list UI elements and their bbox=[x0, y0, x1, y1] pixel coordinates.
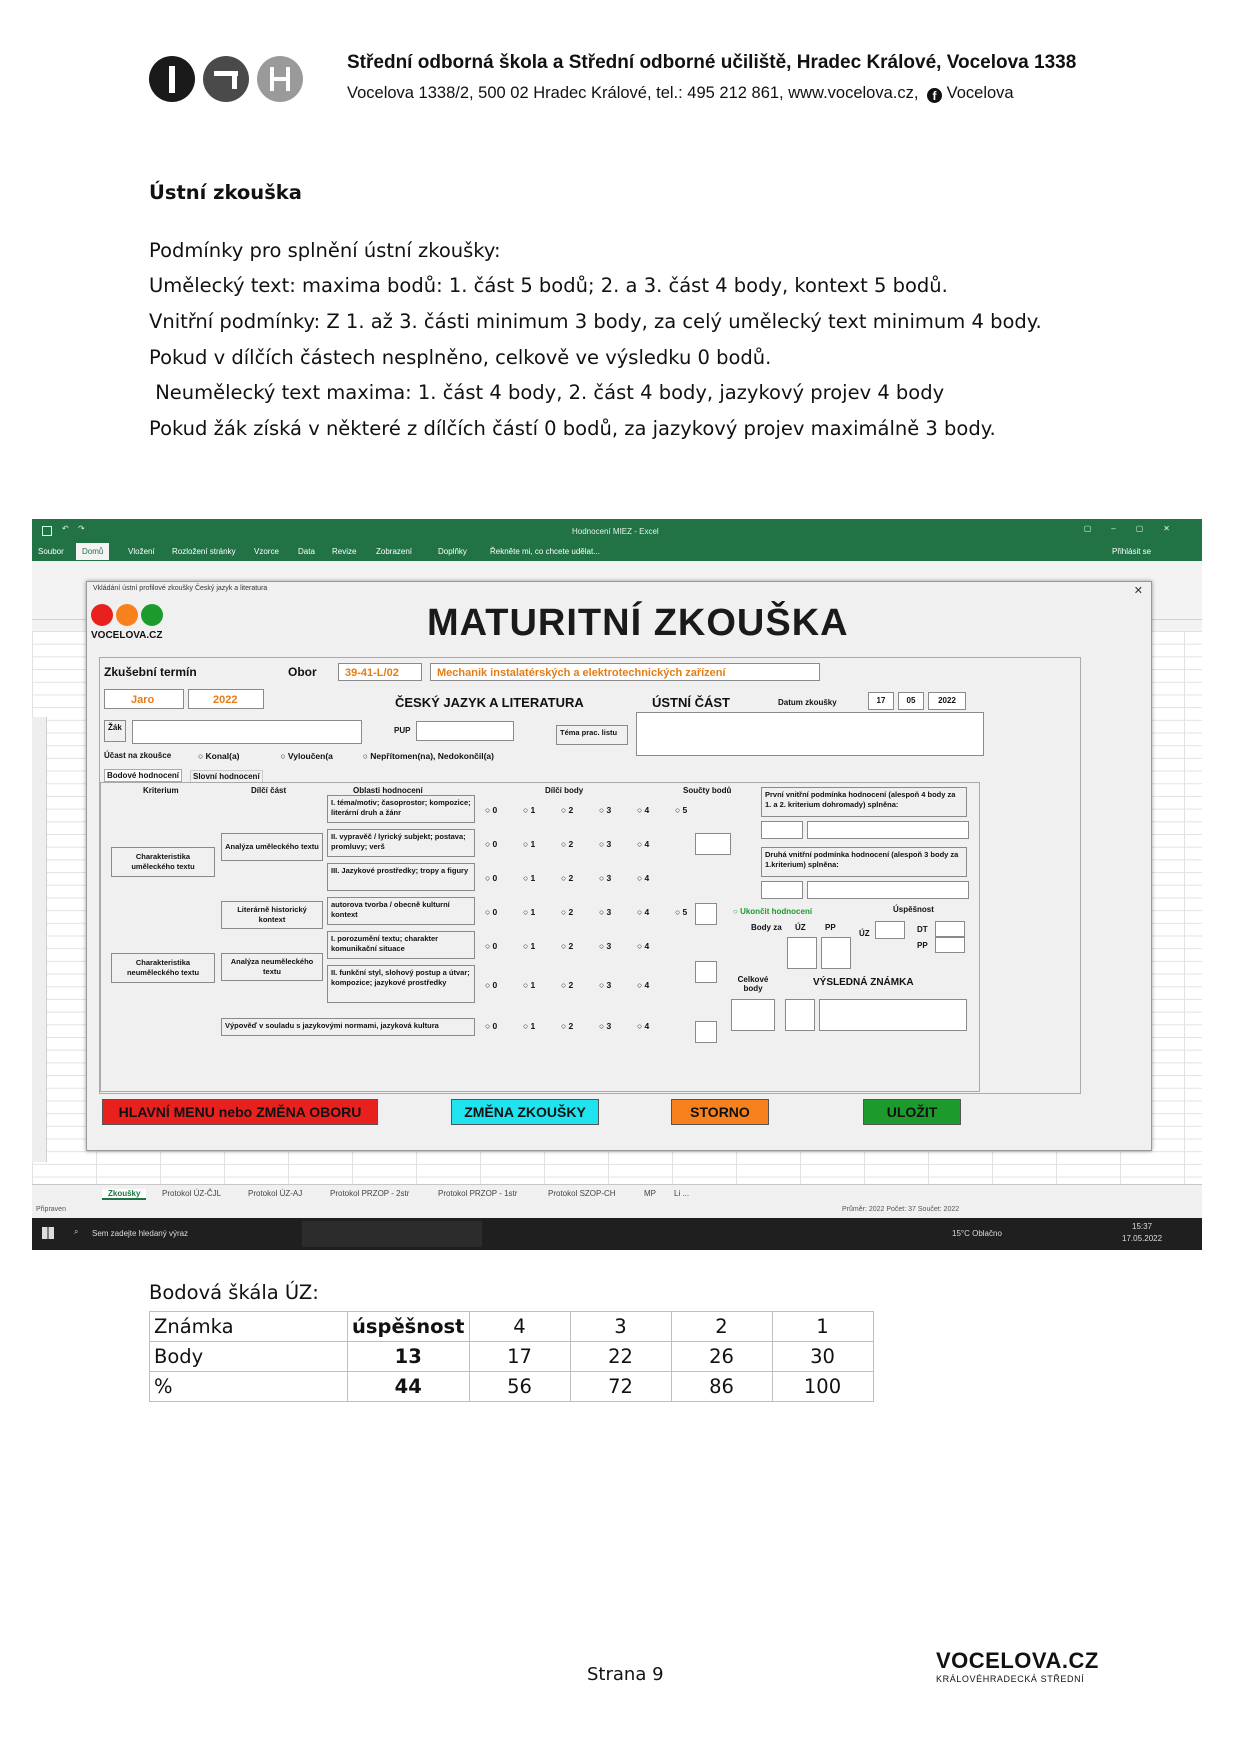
part-analyza-neumelecky: Analýza neuměleckého textu bbox=[221, 953, 323, 981]
windows-taskbar bbox=[32, 1218, 1202, 1250]
table-cell: 4 bbox=[469, 1312, 570, 1342]
menu-revize[interactable]: Revize bbox=[332, 547, 357, 556]
radio-konal[interactable]: ○ Konal(a) bbox=[198, 751, 240, 761]
zak-field[interactable] bbox=[132, 720, 362, 744]
date-day-field[interactable]: 17 bbox=[868, 692, 894, 710]
ucast-label: Účast na zkoušce bbox=[104, 751, 172, 760]
tema-field[interactable] bbox=[636, 712, 984, 756]
sum-field-2[interactable] bbox=[695, 903, 717, 925]
excel-title-bar bbox=[32, 519, 1202, 543]
close-icon[interactable]: ✕ bbox=[1133, 585, 1143, 597]
col-dilci-cast: Dílčí část bbox=[251, 786, 287, 795]
area-3: III. Jazykové prostředky; tropy a figury bbox=[327, 863, 475, 891]
userform-dialog bbox=[86, 581, 1152, 1151]
storno-button[interactable]: STORNO bbox=[671, 1099, 769, 1125]
year-field[interactable]: 2022 bbox=[188, 689, 264, 709]
taskbar-search[interactable]: Sem zadejte hledaný výraz bbox=[92, 1229, 189, 1238]
uz-label: ÚZ bbox=[795, 923, 806, 932]
zkusebni-termin-label: Zkušební termín bbox=[104, 665, 197, 679]
pp-label-2: PP bbox=[917, 941, 928, 950]
tab-bodove[interactable]: Bodové hodnocení bbox=[104, 769, 182, 782]
area-5: I. porozumění textu; charakter komunikační situace bbox=[327, 931, 475, 959]
date-month-field[interactable]: 05 bbox=[898, 692, 924, 710]
footer-logo: VOCELOVA.CZ bbox=[936, 1648, 1099, 1673]
area-4: autorova tvorba / obecně kulturní kontext bbox=[327, 897, 475, 925]
sheet-tab[interactable]: Protokol ÚZ-ČJL bbox=[162, 1189, 222, 1198]
hlavni-menu-button[interactable]: HLAVNÍ MENU nebo ZMĚNA OBORU bbox=[102, 1099, 378, 1125]
header-school-name: Střední odborná škola a Střední odborné učiliště, Hradec Králové, Vocelova 1338 bbox=[347, 52, 1077, 73]
form-logo-text: VOCELOVA.CZ bbox=[91, 630, 163, 641]
part-vypoved: Výpověď v souladu s jazykovými normami, jazyková kultura bbox=[221, 1018, 475, 1036]
table-row bbox=[150, 1342, 874, 1372]
taskbar-date: 17.05.2022 bbox=[1122, 1234, 1163, 1243]
paragraph: Podmínky pro splnění ústní zkoušky: bbox=[149, 239, 501, 262]
table-cell: 26 bbox=[671, 1342, 772, 1372]
radio-group-6[interactable]: ○ 0 ○ 1 ○ 2 ○ 3 ○ 4 bbox=[485, 980, 650, 990]
save-icon bbox=[42, 526, 52, 536]
form-content bbox=[99, 657, 1081, 1094]
sheet-tab[interactable]: MP bbox=[644, 1189, 656, 1198]
school-logo-icon-3 bbox=[257, 56, 303, 102]
scale-table bbox=[149, 1311, 874, 1402]
table-cell: úspěšnost bbox=[348, 1312, 470, 1342]
sheet-tab[interactable]: Protokol PRZOP - 1str bbox=[438, 1189, 518, 1198]
col-soucty: Součty bodů bbox=[683, 786, 732, 795]
school-logo-icon-1 bbox=[149, 56, 195, 102]
table-cell: 13 bbox=[348, 1342, 470, 1372]
menu-doplnky[interactable]: Doplňky bbox=[438, 547, 467, 556]
date-year-field[interactable]: 2022 bbox=[928, 692, 966, 710]
znamka-text-field[interactable] bbox=[819, 999, 967, 1031]
menu-vzorce[interactable]: Vzorce bbox=[254, 547, 279, 556]
paragraph: Umělecký text: maxima bodů: 1. část 5 bodů; 2. a 3. část 4 body, kontext 5 bodů. bbox=[149, 274, 948, 297]
area-2: II. vypravěč / lyrický subjekt; postava; promluvy; verš bbox=[327, 829, 475, 857]
sheet-tabs bbox=[32, 1184, 1202, 1205]
footer-logo-subtitle: KRÁLOVÉHRADECKÁ STŘEDNÍ bbox=[936, 1674, 1085, 1684]
col-kriterium: Kriterium bbox=[143, 786, 179, 795]
zmena-zkousky-button[interactable]: ZMĚNA ZKOUŠKY bbox=[451, 1099, 599, 1125]
pp-label: PP bbox=[825, 923, 836, 932]
radio-group-3[interactable]: ○ 0 ○ 1 ○ 2 ○ 3 ○ 4 bbox=[485, 873, 650, 883]
tema-label: Téma prac. listu bbox=[556, 725, 628, 745]
redo-icon: ↷ bbox=[78, 524, 85, 533]
logo-circle-icon bbox=[116, 604, 138, 626]
paragraph: Pokud v dílčích částech nesplněno, celkově ve výsledku 0 bodů. bbox=[149, 346, 772, 369]
status-summary: Průměr: 2022 Počet: 37 Součet: 2022 bbox=[842, 1206, 960, 1213]
zak-label: Žák bbox=[104, 720, 126, 742]
uspesnost-label: Úspěšnost bbox=[893, 905, 934, 914]
date-label: Datum zkoušky bbox=[778, 698, 837, 707]
window-controls: ▢–▢✕ bbox=[1083, 524, 1190, 533]
sheet-tab[interactable]: Li ... bbox=[674, 1189, 690, 1198]
dialog-caption: Vkládání ústní profilové zkoušky Český jazyk a literatura bbox=[93, 585, 268, 592]
body-za-label: Body za bbox=[751, 923, 782, 932]
paragraph: Neumělecký text maxima: 1. část 4 body, 2. část 4 body, jazykový projev 4 body bbox=[149, 381, 945, 404]
menu-domu[interactable]: Domů bbox=[76, 543, 109, 560]
table-row bbox=[150, 1312, 874, 1342]
sheet-tab[interactable]: Protokol PRZOP - 2str bbox=[330, 1189, 410, 1198]
excel-ribbon-tabs bbox=[32, 543, 1202, 561]
table-cell: 30 bbox=[772, 1342, 873, 1372]
table-cell: 3 bbox=[570, 1312, 671, 1342]
radio-group-7[interactable]: ○ 0 ○ 1 ○ 2 ○ 3 ○ 4 bbox=[485, 1021, 650, 1031]
pup-label: PUP bbox=[394, 726, 411, 735]
radio-group-5[interactable]: ○ 0 ○ 1 ○ 2 ○ 3 ○ 4 bbox=[485, 941, 650, 951]
uspesnost-uz-field[interactable] bbox=[875, 921, 905, 939]
radio-group-1[interactable]: ○ 0 ○ 1 ○ 2 ○ 3 ○ 4 ○ 5 bbox=[485, 805, 688, 815]
radio-vyloucen[interactable]: ○ Vyloučen(a bbox=[280, 751, 333, 761]
celkove-body-label: Celkové body bbox=[737, 975, 769, 993]
menu-zobrazeni[interactable]: Zobrazení bbox=[376, 547, 413, 556]
condition-2: Druhá vnitřní podmínka hodnocení (alespoň 3 body za 1.kriterium) splněna: bbox=[761, 847, 967, 877]
menu-rozlozeni[interactable]: Rozložení stránky bbox=[172, 547, 236, 556]
col-dilci-body: Dílčí body bbox=[545, 786, 584, 795]
radio-nepritomen[interactable]: ○ Nepřítomen(na), Nedokončil(a) bbox=[362, 751, 494, 761]
table-cell: 44 bbox=[348, 1372, 470, 1402]
obor-code-field[interactable]: 39-41-L/02 bbox=[338, 663, 422, 681]
uz-label-2: ÚZ bbox=[859, 929, 870, 938]
pup-field[interactable] bbox=[416, 721, 514, 741]
menu-soubor[interactable]: Soubor bbox=[38, 547, 64, 556]
obor-label: Obor bbox=[288, 665, 317, 679]
area-6: II. funkční styl, slohový postup a útvar; kompozice; jazykové prostředky bbox=[327, 965, 475, 1003]
header-contact: Vocelova 1338/2, 500 02 Hradec Králové, tel.: 495 212 861, www.vocelova.cz, bbox=[347, 84, 919, 102]
table-row bbox=[150, 1372, 874, 1402]
table-cell: 72 bbox=[570, 1372, 671, 1402]
section-title: Ústní zkouška bbox=[149, 181, 302, 204]
form-title: MATURITNÍ ZKOUŠKA bbox=[427, 602, 849, 644]
tab-slovni[interactable]: Slovní hodnocení bbox=[190, 770, 263, 783]
paragraph: Vnitřní podmínky: Z 1. až 3. části minimum 3 body, za celý umělecký text minimum 4 body. bbox=[149, 310, 1042, 333]
table-cell: 86 bbox=[671, 1372, 772, 1402]
condition-2-field-b[interactable] bbox=[807, 881, 969, 899]
page-number: Strana 9 bbox=[587, 1664, 664, 1685]
undo-icon: ↶ bbox=[62, 524, 69, 533]
table-cell: 56 bbox=[469, 1372, 570, 1402]
sum-field-1[interactable] bbox=[695, 833, 731, 855]
menu-data[interactable]: Data bbox=[298, 547, 315, 556]
excel-title: Hodnocení MIEZ - Excel bbox=[572, 527, 659, 536]
col-oblasti: Oblasti hodnocení bbox=[353, 786, 423, 795]
header-address bbox=[347, 84, 1014, 103]
menu-tell-me[interactable]: Řekněte mi, co chcete udělat... bbox=[490, 547, 600, 556]
table-cell: 100 bbox=[772, 1372, 873, 1402]
sum-field-3[interactable] bbox=[695, 961, 717, 983]
sheet-tab[interactable]: Protokol ÚZ-AJ bbox=[248, 1189, 303, 1198]
table-cell: 1 bbox=[772, 1312, 873, 1342]
ukoncit-radio[interactable]: ○ Ukončit hodnocení bbox=[733, 907, 813, 916]
menu-vlozeni[interactable]: Vložení bbox=[128, 547, 155, 556]
taskbar-weather: 15°C Oblačno bbox=[952, 1229, 1002, 1238]
sheet-tab-active[interactable]: Zkoušky bbox=[102, 1189, 146, 1200]
school-logo-icon-2 bbox=[203, 56, 249, 102]
table-cell: 17 bbox=[469, 1342, 570, 1372]
radio-group-4[interactable]: ○ 0 ○ 1 ○ 2 ○ 3 ○ 4 ○ 5 bbox=[485, 907, 688, 917]
part-kontext: Literárně historický kontext bbox=[221, 901, 323, 929]
row-headers bbox=[32, 717, 47, 1162]
search-icon[interactable]: ⌕ bbox=[74, 1227, 79, 1236]
pp-field[interactable] bbox=[821, 937, 851, 969]
header-facebook: Vocelova bbox=[946, 84, 1014, 102]
taskbar-time: 15:37 bbox=[1132, 1222, 1153, 1231]
ucast-options bbox=[198, 751, 543, 761]
sign-in-link[interactable]: Přihlásit se bbox=[1112, 547, 1152, 556]
scale-title: Bodová škála ÚZ: bbox=[149, 1281, 319, 1304]
dt-label: DT bbox=[917, 925, 928, 934]
table-cell: 2 bbox=[671, 1312, 772, 1342]
criterion-neumelecky: Charakteristika neuměleckého textu bbox=[111, 953, 215, 983]
condition-2-field-a[interactable] bbox=[761, 881, 803, 899]
term-field[interactable]: Jaro bbox=[104, 689, 184, 709]
sheet-tab[interactable]: Protokol SZOP-CH bbox=[548, 1189, 616, 1198]
uz-field[interactable] bbox=[787, 937, 817, 969]
table-cell: 22 bbox=[570, 1342, 671, 1372]
paragraph: Pokud žák získá v některé z dílčích částí 0 bodů, za jazykový projev maximálně 3 body. bbox=[149, 417, 996, 440]
radio-group-2[interactable]: ○ 0 ○ 1 ○ 2 ○ 3 ○ 4 bbox=[485, 839, 650, 849]
criterion-umelecky: Charakteristika uměleckého textu bbox=[111, 847, 215, 877]
vysledna-label: VÝSLEDNÁ ZNÁMKA bbox=[813, 977, 914, 988]
subject-label: ČESKÝ JAZYK A LITERATURA bbox=[395, 695, 584, 710]
taskbar-apps bbox=[302, 1221, 482, 1247]
area-1: I. téma/motiv; časoprostor; kompozice; literární druh a žánr bbox=[327, 795, 475, 823]
pp-result-field[interactable] bbox=[935, 937, 965, 953]
table-cell: Body bbox=[150, 1342, 348, 1372]
ulozit-button[interactable]: ULOŽIT bbox=[863, 1099, 961, 1125]
facebook-icon: f bbox=[927, 88, 942, 103]
sum-field-4[interactable] bbox=[695, 1021, 717, 1043]
condition-1-field-a[interactable] bbox=[761, 821, 803, 839]
part-analyza-umelecky: Analýza uměleckého textu bbox=[221, 833, 323, 861]
condition-1-field-b[interactable] bbox=[807, 821, 969, 839]
table-cell: Známka bbox=[150, 1312, 348, 1342]
obor-name-field[interactable]: Mechanik instalatérských a elektrotechnických zařízení bbox=[430, 663, 820, 681]
condition-1: První vnitřní podmínka hodnocení (alespoň 4 body za 1. a 2. kriterium dohromady) splněna: bbox=[761, 787, 967, 817]
celkove-body-field[interactable] bbox=[731, 999, 775, 1031]
logo-circle-icon bbox=[91, 604, 113, 626]
znamka-field[interactable] bbox=[785, 999, 815, 1031]
status-ready: Připraven bbox=[36, 1206, 66, 1213]
bodove-panel bbox=[100, 782, 980, 1092]
part-label: ÚSTNÍ ČÁST bbox=[652, 695, 730, 710]
logo-circle-icon bbox=[141, 604, 163, 626]
windows-start-icon[interactable] bbox=[42, 1227, 54, 1239]
table-cell: % bbox=[150, 1372, 348, 1402]
status-bar bbox=[32, 1204, 1202, 1218]
excel-screenshot bbox=[32, 519, 1202, 1250]
dt-field[interactable] bbox=[935, 921, 965, 937]
